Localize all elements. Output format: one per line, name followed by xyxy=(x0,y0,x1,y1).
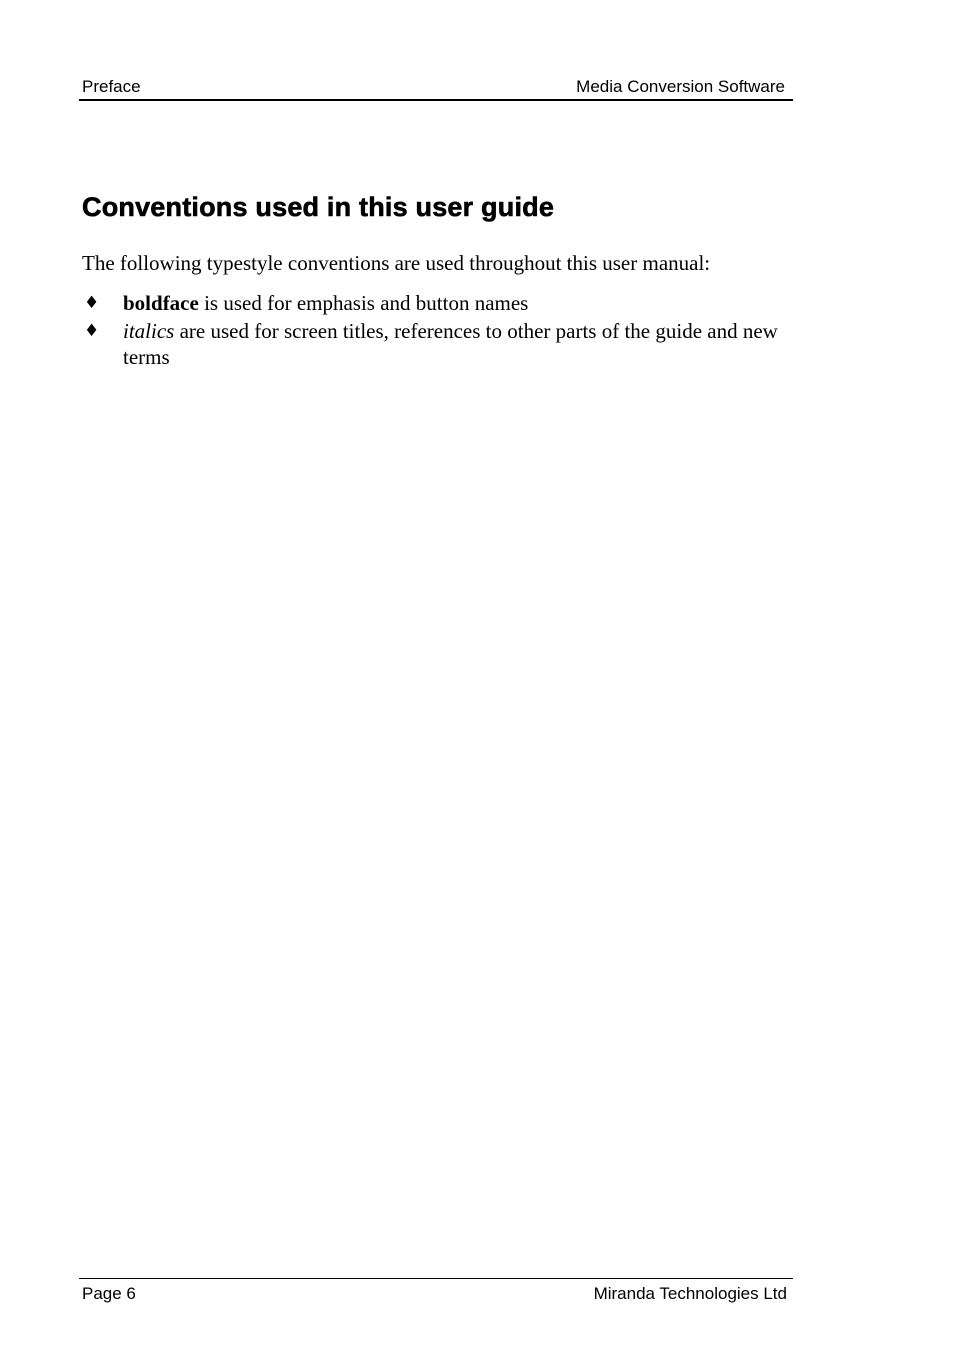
bullet-text: is used for emphasis and button names xyxy=(198,291,529,315)
diamond-bullet-icon: ♦ xyxy=(84,293,100,313)
list-item xyxy=(82,318,794,370)
bullet-lead-term: boldface xyxy=(123,291,199,315)
list-item xyxy=(82,290,794,316)
bullet-text: are used for screen titles, references to other parts of the guide and new terms xyxy=(123,319,778,369)
bullet-lead-term: italics xyxy=(123,319,175,343)
conventions-list xyxy=(82,290,794,372)
page-header xyxy=(79,74,793,101)
footer-company-name: Miranda Technologies Ltd xyxy=(593,1284,787,1303)
header-document-title: Media Conversion Software xyxy=(576,77,785,96)
section-title: Conventions used in this user guide xyxy=(82,192,555,222)
page-number: Page 6 xyxy=(82,1284,136,1303)
header-section-name: Preface xyxy=(82,77,141,96)
diamond-bullet-icon: ♦ xyxy=(84,321,100,341)
intro-paragraph: The following typestyle conventions are used throughout this user manual: xyxy=(82,251,711,275)
page-footer xyxy=(79,1278,793,1303)
